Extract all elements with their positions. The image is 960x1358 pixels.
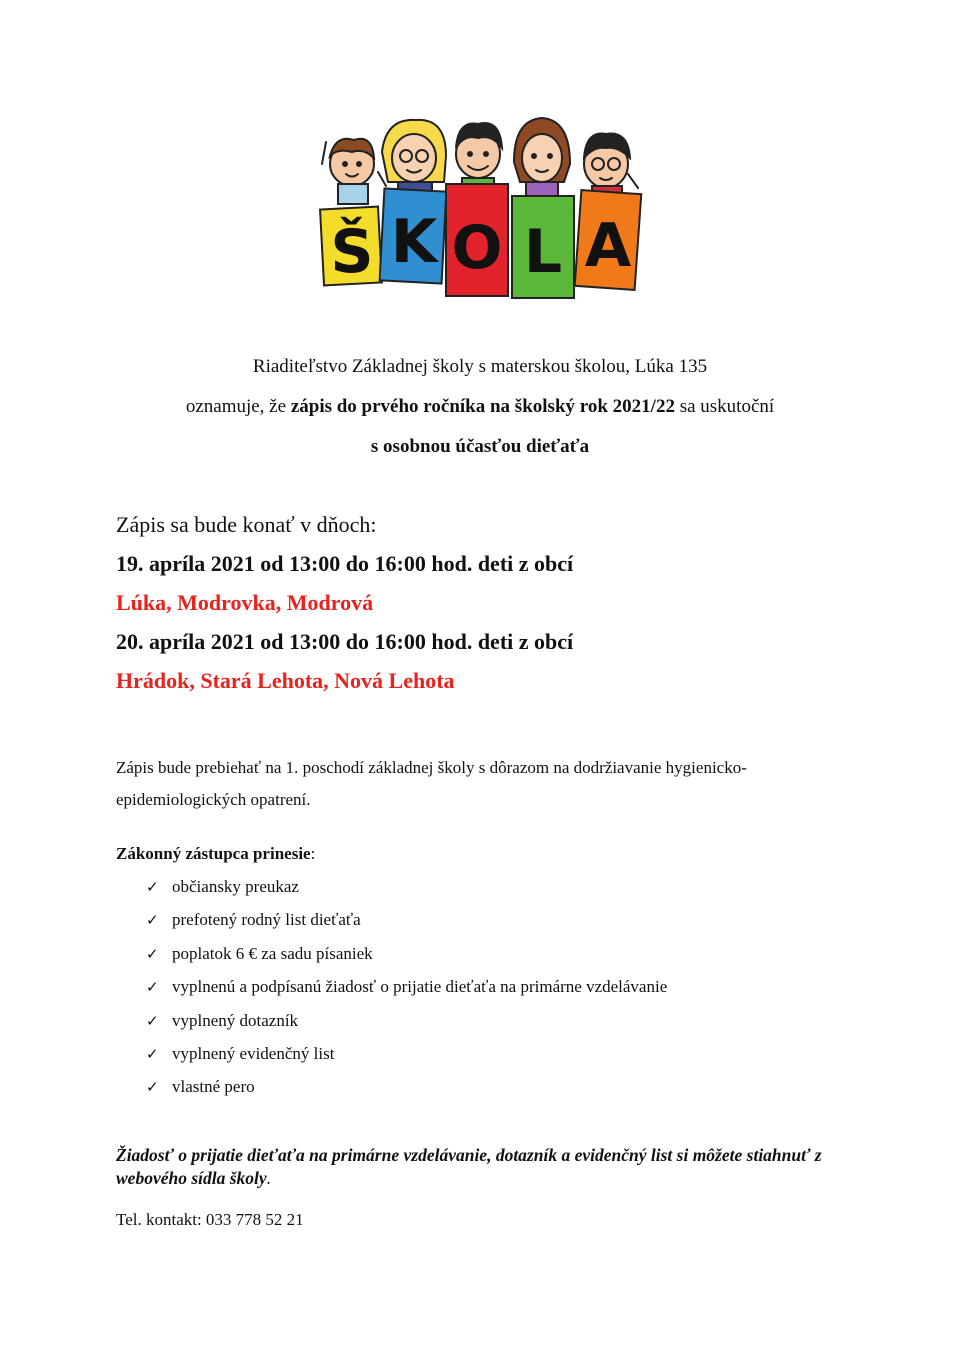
intro-line-2-pre: oznamuje, že <box>185 396 291 417</box>
bring-heading-bold: Zákonný zástupca prinesie <box>116 844 311 863</box>
contact-phone: Tel. kontakt: 033 778 52 21 <box>116 1210 304 1229</box>
schedule-day-2: 20. apríla 2021 od 13:00 do 16:00 hod. deti z obcí <box>116 629 574 654</box>
download-note-text: Žiadosť o prijatie dieťaťa na primárne vzdelávanie, dotazník a evidenčný list si môžete stiahnuť z webového sídla školy <box>116 1145 822 1188</box>
logo-letter-o: O <box>451 213 503 283</box>
skola-logo <box>316 112 644 308</box>
info-line-2: epidemiologických opatrení. <box>116 790 311 809</box>
intro-line-3: s osobnou účasťou dieťaťa <box>370 436 590 457</box>
check-icon: ✓ <box>146 978 159 997</box>
list-item-text: prefotený rodný list dieťaťa <box>172 910 361 930</box>
schedule-day-1: 19. apríla 2021 od 13:00 do 16:00 hod. deti z obcí <box>116 551 574 576</box>
logo-letter-k: K <box>390 207 438 277</box>
schedule-day-1-places: Lúka, Modrovka, Modrová <box>116 590 374 615</box>
list-item <box>146 907 667 940</box>
bring-list <box>146 874 667 1108</box>
logo-letter-s: Š <box>330 217 374 287</box>
download-note <box>116 1144 856 1190</box>
check-icon: ✓ <box>146 944 159 963</box>
bring-heading-colon: : <box>310 844 316 863</box>
logo-letter-a: A <box>584 211 632 281</box>
schedule-day-2-places: Hrádok, Stará Lehota, Nová Lehota <box>116 668 455 693</box>
intro-line-1: Riaditeľstvo Základnej školy s materskou školou, Lúka 135 <box>252 356 708 377</box>
logo-letter-l: L <box>523 217 563 287</box>
list-item-text: vyplnenú a podpísanú žiadosť o prijatie dieťaťa na primárne vzdelávanie <box>172 977 668 997</box>
check-icon: ✓ <box>146 911 159 930</box>
check-icon: ✓ <box>146 1044 159 1063</box>
list-item <box>146 1008 667 1041</box>
list-item <box>146 874 667 907</box>
intro-line-2-bold: zápis do prvého ročníka na školský rok 2021/22 <box>290 396 675 417</box>
list-item <box>146 974 667 1007</box>
info-line-1: Zápis bude prebiehať na 1. poschodí základnej školy s dôrazom na dodržiavanie hygienicko- <box>116 758 747 777</box>
check-icon: ✓ <box>146 878 159 896</box>
child-2 <box>382 120 446 198</box>
child-4 <box>514 118 570 196</box>
schedule-heading: Zápis sa bude konať v dňoch: <box>116 512 377 537</box>
list-item <box>146 1074 667 1107</box>
list-item <box>146 1041 667 1074</box>
child-3 <box>456 123 502 190</box>
list-item-text: vyplnený evidenčný list <box>172 1043 335 1063</box>
bring-heading <box>116 838 315 870</box>
intro-line-2-post: sa uskutoční <box>674 396 775 417</box>
intro-line-2 <box>0 396 960 418</box>
list-item-text: poplatok 6 € za sadu písaniek <box>172 943 373 963</box>
list-item <box>146 941 667 974</box>
list-item-text: občiansky preukaz <box>172 877 299 896</box>
list-item-text: vyplnený dotazník <box>172 1010 299 1030</box>
check-icon: ✓ <box>146 1078 159 1097</box>
child-1 <box>322 139 386 204</box>
download-note-period: . <box>266 1168 272 1188</box>
list-item-text: vlastné pero <box>172 1077 255 1097</box>
check-icon: ✓ <box>146 1011 159 1030</box>
